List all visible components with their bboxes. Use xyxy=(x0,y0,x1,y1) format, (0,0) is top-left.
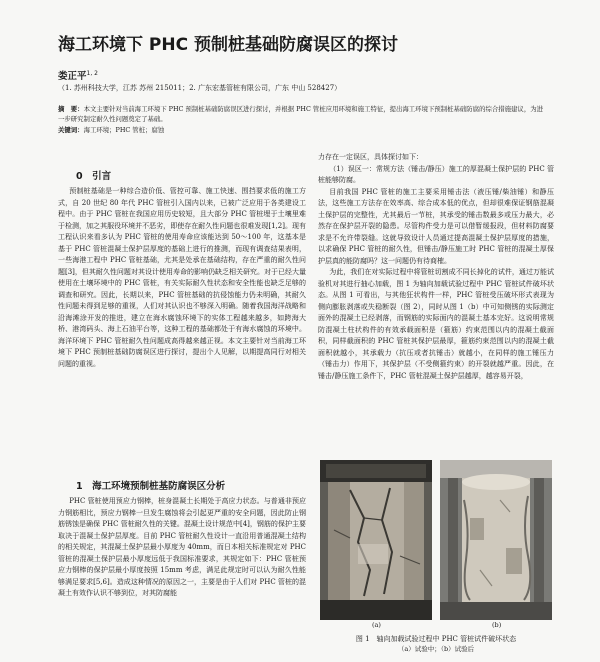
keywords-label: 关键词： xyxy=(58,126,84,134)
keywords xyxy=(58,126,548,135)
right-column xyxy=(318,152,554,452)
left-column-top xyxy=(58,186,306,472)
section-1-heading: 1 海工环境预制桩基防腐误区分析 xyxy=(76,481,226,492)
author-name: 娄正平 xyxy=(58,71,87,82)
paragraph: （1）误区一：常规方法（锤击/静压）施工的厚混凝土保护层的 PHC 管桩能够防腐。 xyxy=(318,164,554,184)
abstract xyxy=(58,105,548,124)
abstract-text: 本文主要针对当前海工环境下 PHC 预制桩基础防腐误区进行探讨，并根据 PHC 管桩应用环境和施工特征，提出海工环境下预制桩基础防腐的综合措施建议，为进一步研究制定耐久性问题奠定了基础。 xyxy=(58,105,543,123)
abstract-label: 摘 要： xyxy=(58,105,84,113)
author-line xyxy=(58,68,98,82)
figure-label-a: (a) xyxy=(372,621,381,629)
section-0-heading: 0 引言 xyxy=(76,171,112,182)
left-column-bottom xyxy=(58,496,306,640)
author-affiliation-marker: 1, 2 xyxy=(86,69,98,77)
affiliation: （1. 苏州科技大学，江苏 苏州 215011；2. 广东宏基管桩有限公司，广东 中山 528427） xyxy=(58,84,342,92)
paragraph: 力存在一定误区，具体探讨如下： xyxy=(318,153,423,161)
paragraph: 为此，我们在对实际过程中将管桩切割成不同长掉化的试件，通过万能试验机对其进行抽心加载，图 1 为轴向加载试验过程中 PHC 管桩试件破坏状态。从图 1 可看出，与其他狂状构件一样，PHC 管桩受压破坏形式表现为侧向膨胀剥落或失稳断裂（图 2），同时从图 1（b）中可知侧锈的实际测定面外的混凝土已经剥落，而钢筋的实际面内的混凝土基本完好。这说明常规防混凝土柱状构件的有效承载面积是（箍筋）约束范围以内的混凝土截面积，同样截面积的 PHC 管桩其保护层最厚，箍筋约束范围以内的混凝土截面积就越小，其承载力（抗压或者抗锤击）就越小，在同样的施工锤压力（锤击力）作用下，其保护层（不受侧箍约束）的开裂就越严重。因此，在锤击/静压施工条件下，PHC 管桩混凝土保护层越厚，越容易开裂， xyxy=(318,268,554,380)
figure-label-b: (b) xyxy=(492,621,502,629)
photo-test-in-progress xyxy=(320,460,432,620)
paper-title: 海工环境下 PHC 预制桩基础防腐误区的探讨 xyxy=(58,35,398,55)
paragraph: 目前我国 PHC 管桩的施工主要采用锤击法（液压锤/柴油锤）和静压法，这些施工方法存在效率高、综合成本低的优点，但却很难保证钢筋混凝土保护层的完整性，尤其最后一节桩，其承受的锤击数最多或压力最大，必然存在保护层开裂的隐患。尽管构件受力是可以借暂缓报段，但材料防腐要求是不允许带裂缝。这就导致设计人员通过提高混凝土保护层厚度的措施，以求确保 PHC 管桩的耐久性，但锤击/静压施工时 PHC 管桩的混凝土厚保护层真的能防腐吗？这一问题仍有待商榷。 xyxy=(318,187,554,265)
figure-caption-title: 图 1 轴向加载试验过程中 PHC 管桩试件破坏状态 xyxy=(355,635,517,643)
photo-test-after xyxy=(440,460,552,620)
paragraph: PHC 管桩使用预应力钢棒，桩身混凝土长期处于高应力状态。与普通非预应力钢筋相比，预应力钢棒一旦发生腐蚀将会引起更严重的安全问题，因此防止钢筋锈蚀是确保 PHC 管桩耐久性的关键。混凝土设计规范中[4]，钢筋的保护主要取决于混凝土保护层厚度。目前 PHC 管桩耐久性设计一直沿用普通混凝土结构的相关规定，其混凝土保护层最小厚度为 40mm，而日本相关标准规定对 PHC 管桩的混凝土保护层最小厚度远低于我国标准要求，其规定如下：PHC 管桩预应力钢棒的保护层最小厚度按照 15mm 考虑，满足此规定时可以认为耐久性能够满足要求[5,6]。造成这种情况的原因之一，主要是由于人们对 PHC 管桩的混凝土有效作认识不够到位，对其防腐能 xyxy=(58,497,306,597)
paragraph: 预制桩基础是一种综合造价低、管控可靠、施工快速、围挡要求低的施工方式，自 20 世纪 80 年代 PHC 管桩引入国内以来，已被广泛应用于各类建设工程中。由于 PHC 管桩在我国应用历史较短，且大部分 PHC 管桩埋于土壤里难于检测，加之其服役环境并不恶劣，即使存在耐久性问题也很难发现[1,2]。现有工程认识来看多认为 PHC 管桩的使用寿命应该能达到 50～100 年，这基本是基于 PHC 管桩混凝土保护层厚度的基础上进行的推测，而现有调查结果表明，一些海港工程中 PHC 管桩基础，尤其是处承在基础结构，存在严重的耐久性问题[3]，但其耐久性问题对其设计使用寿命的影响仍缺乏相关研究。对于已经大量使用在土壤环境中的 PHC 管桩，有关实际耐久性状态和安全性能也缺乏足够的调查和研究。因此，长期以来，PHC 管桩基础的抗侵蚀能力仍未明确，其耐久性问题未得到足够的重视，人们对其认识也不够深入明确。随着我国海洋战略和沿海滩涂开发的推进，建立在海水腐蚀环境下的实体工程越来越多，如跨海大桥、港湾码头、海上石油平台等，这种工程的基础都处于有海水腐蚀的环境中。海洋环境下 PHC 管桩耐久性问题成高得越来越正视。本文主要针对当前海工环境下 PHC 预制桩基础防腐误区进行探讨，提出个人见解，以期提高同行对相关问题的重视。 xyxy=(58,187,306,368)
keywords-text: 海工环境；PHC 管桩；腐蚀 xyxy=(83,126,165,134)
figure-1 xyxy=(318,460,554,630)
figure-caption xyxy=(318,634,554,654)
figure-caption-sub: （a）试验中；（b）试验后 xyxy=(397,645,475,653)
